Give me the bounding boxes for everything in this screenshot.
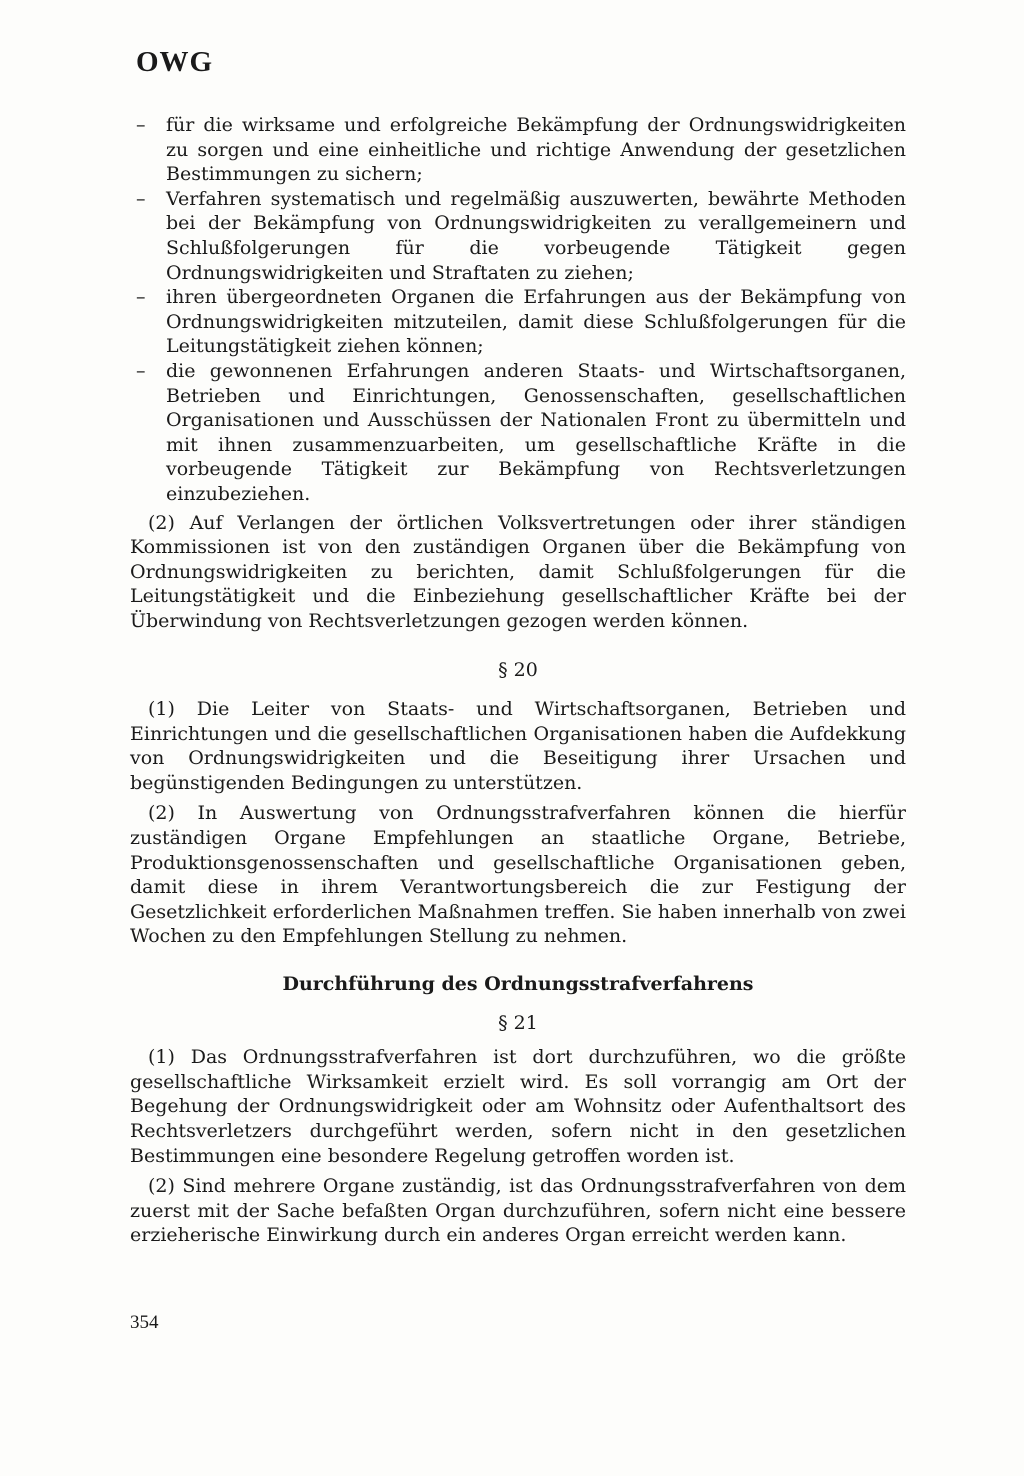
page-body <box>130 113 906 1248</box>
running-header: OWG <box>136 46 214 78</box>
paragraph-21-1: (1) Das Ordnungsstrafverfahren ist dort durchzuführen, wo die größte gesellschaftliche Wirksamkeit erzielt wird. Es soll vorrangig am Ort der Begehung der Ordnungswidrigkeit oder am Wohnsitz oder Aufenthaltsort des Rechtsverletzers durchgeführt werden, sofern nicht in den gesetzlichen Bestimmungen eine besondere Regelung getroffen worden ist. <box>130 1046 906 1167</box>
list-item: – die gewonnenen Erfahrungen anderen Staats- und Wirtschaftsorganen, Betrieben und Einrichtungen, Genossenschaften, gesellschaftlichen Organisationen und Ausschüssen der Nationalen Front zu übermitteln und mit ihnen zusammenzuarbeiten, um gesellschaftliche Kräfte in die vorbeugende Tätigkeit zur Bekämpfung von Rechtsverletzungen einzubeziehen. <box>130 359 906 507</box>
paragraph-20-1: (1) Die Leiter von Staats- und Wirtschaftsorganen, Betrieben und Einrichtungen und die gesellschaftlichen Organisationen haben die Aufdekkung von Ordnungswidrigkeiten und die Beseitigung ihrer Ursachen und begünstigenden Bedingungen zu unterstützen. <box>130 698 906 794</box>
list-item: – ihren übergeordneten Organen die Erfahrungen aus der Bekämpfung von Ordnungswidrigkeiten mitzuteilen, damit diese Schlußfolgerungen für die Leitungstätigkeit ziehen können; <box>130 285 906 359</box>
list-item: – Verfahren systematisch und regelmäßig auszuwerten, bewährte Methoden bei der Bekämpfung von Ordnungswidrigkeiten zu verallgemeinern und Schlußfolgerungen für die vorbeugende Tätigkeit gegen Ordnungswidrigkeiten und Straftaten zu ziehen; <box>130 187 906 285</box>
list-item: – für die wirksame und erfolgreiche Bekämpfung der Ordnungswidrigkeiten zu sorgen und eine einheitliche und richtige Anwendung der gesetzlichen Bestimmungen zu sichern; <box>130 113 906 187</box>
section-heading: Durchführung des Ordnungsstrafverfahrens <box>282 973 754 995</box>
paragraph-20-2: (2) In Auswertung von Ordnungsstrafverfahren können die hierfür zuständigen Organe Empfehlungen an staatliche Organe, Betriebe, Produktionsgenossenschaften und gesellschaftliche Organisationen geben, damit diese in ihrem Verantwortungsbereich die zur Festigung der Gesetzlichkeit erforderlichen Maßnahmen treffen. Sie haben innerhalb von zwei Wochen zu den Empfehlungen Stellung zu nehmen. <box>130 802 906 948</box>
section-20-number: § 20 <box>498 659 538 682</box>
section-21-number: § 21 <box>498 1011 538 1034</box>
page-number: 354 <box>130 1312 159 1333</box>
paragraph-19-2: (2) Auf Verlangen der örtlichen Volksvertretungen oder ihrer ständigen Kommissionen ist von den zuständigen Organen über die Bekämpfung von Ordnungswidrigkeiten zu berichten, damit Schlußfolgerungen für die Leitungstätigkeit und die Einbeziehung gesellschaftlicher Kräfte bei der Überwindung von Rechtsverletzungen gezogen werden können. <box>130 511 906 632</box>
paragraph-21-2: (2) Sind mehrere Organe zuständig, ist das Ordnungsstrafverfahren von dem zuerst mit der Sache befaßten Organ durchzuführen, sofern nicht eine bessere erzieherische Einwirkung durch ein anderes Organ erreicht werden kann. <box>130 1175 906 1247</box>
